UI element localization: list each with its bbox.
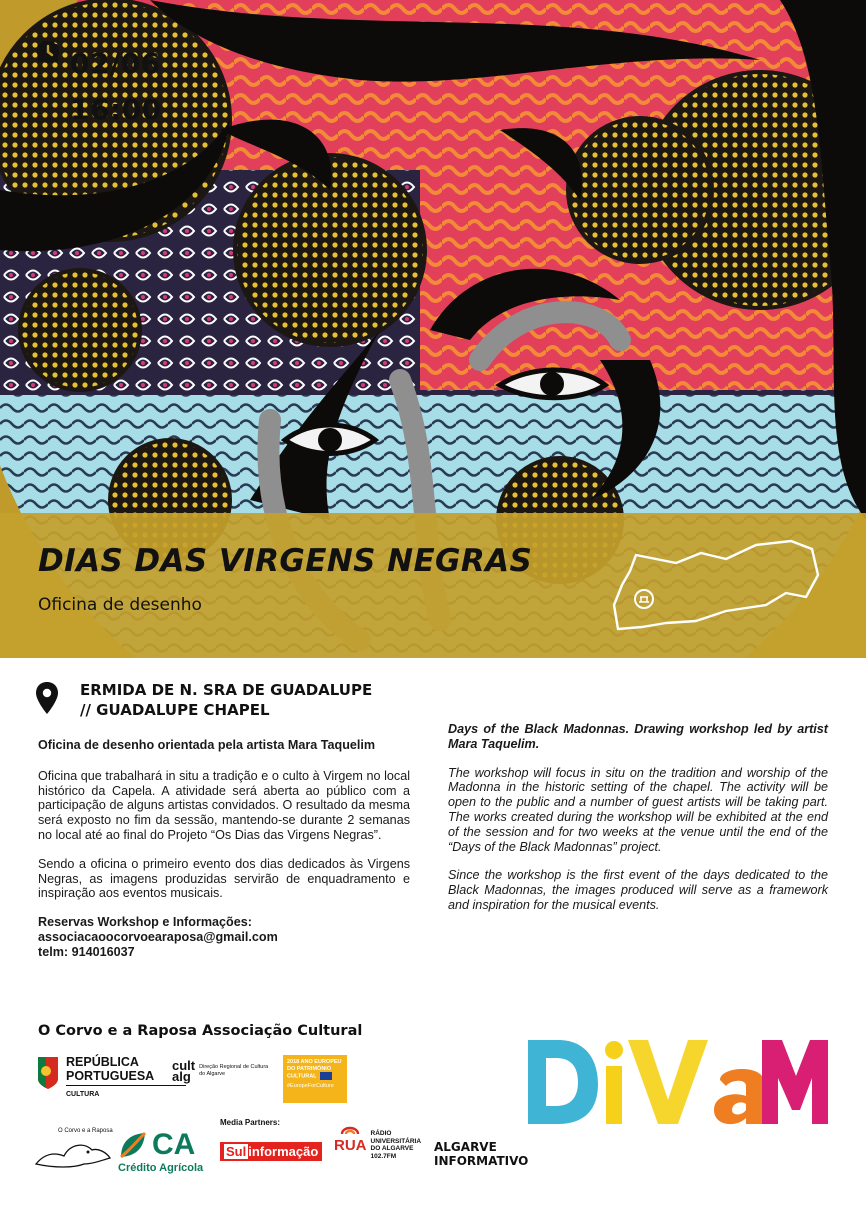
- portugal-flag-icon: [36, 1055, 60, 1091]
- corvo-raposa-logo: [34, 1128, 113, 1175]
- algarve-informativo-logo: [434, 1140, 528, 1168]
- cultalg-mark-2: alg: [172, 1069, 191, 1084]
- clock-icon: [36, 96, 62, 122]
- ca-mark: CA: [152, 1128, 196, 1161]
- eu-year-text: 2018 ANO EUROPEU DO PATRIMÓNIO CULTURAL: [287, 1059, 342, 1080]
- divam-logo: [524, 1030, 834, 1130]
- pt-lead: Oficina de desenho orientada pela artista Mara Taquelim: [38, 738, 376, 752]
- media-partners-label: Media Partners:: [220, 1118, 281, 1127]
- eu-heritage-year-logo: [283, 1055, 347, 1103]
- reservations: [38, 915, 410, 959]
- ca-leaf-icon: [118, 1130, 148, 1160]
- en-lead: Days of the Black Madonnas. Drawing workshop led by artist Mara Taquelim.: [448, 722, 828, 751]
- en-paragraph-1: The workshop will focus in situ on the tradition and worship of the Madonna in the historic setting of the chapel. The activity will be open to the public and a number of guest artists will be taking part. The works created during the workshop will be exhibited at the end of the session and for two weeks at the venue until the end of the “Days of the Black Madonnas” project.: [448, 765, 828, 854]
- eu-hashtag: #EuropeForCulture: [287, 1083, 334, 1089]
- description-portuguese: [38, 738, 410, 960]
- reservations-label: Reservas Workshop e Informações:: [38, 915, 252, 930]
- contact-phone: telm: 914016037: [38, 944, 135, 959]
- location-pin-icon: [36, 682, 58, 714]
- cultalg-mark-1: cult: [172, 1058, 196, 1073]
- republica-line-1: REPÚBLICA: [66, 1055, 139, 1069]
- description-english: [448, 722, 828, 927]
- location-line-2: // GUADALUPE CHAPEL: [80, 701, 270, 719]
- algarve-line-1: ALGARVE: [434, 1140, 497, 1154]
- sul-part-2: informação: [248, 1144, 319, 1159]
- organizer-name: O Corvo e a Raposa Associação Cultural: [38, 1023, 363, 1039]
- location-block: [36, 680, 372, 720]
- eu-flag-icon: [320, 1072, 332, 1080]
- sulinformacao-logo: [220, 1142, 322, 1161]
- republica-portuguesa-logo: [36, 1055, 186, 1102]
- rua-freq: 102.7FM: [370, 1152, 397, 1160]
- location-line-1: ERMIDA DE N. SRA DE GUADALUPE: [80, 681, 373, 699]
- radio-waves-icon: [340, 1120, 360, 1138]
- algarve-map-icon: [606, 535, 826, 635]
- radio-rua-logo: [334, 1130, 421, 1160]
- cultalg-desc: Direção Regional de Cultura do Algarve: [199, 1064, 269, 1077]
- location-name: [80, 680, 372, 720]
- pt-paragraph-1: Oficina que trabalhará in situ a tradição e o culto à Virgem no local histórico da Capela. A atividade será aberta ao público com a participação de alguns artistas convidados. O resultado da mesma será exposto no fim da sessão, mantendo-se durante 2 semanas no local até ao final do Projeto “Os Dias das Virgens Negras”.: [38, 768, 410, 842]
- ca-name: Crédito Agrícola: [118, 1162, 204, 1174]
- contact-email[interactable]: associacaoocorvoearaposa@gmail.com: [38, 929, 278, 944]
- event-title: DIAS DAS VIRGENS NEGRAS: [38, 543, 533, 579]
- rua-word: RUA: [334, 1136, 367, 1154]
- rua-line-2: UNIVERSITÁRIA: [370, 1137, 422, 1145]
- algarve-line-2: INFORMATIVO: [434, 1154, 529, 1168]
- sul-part-1: Sul: [226, 1144, 247, 1159]
- cultalg-logo: [172, 1060, 269, 1082]
- rua-line-3: DO ALGARVE: [370, 1145, 414, 1152]
- event-subtitle: Oficina de desenho: [38, 595, 202, 615]
- event-date: 02/06: [70, 46, 161, 80]
- title-band: [0, 513, 866, 658]
- pt-paragraph-2: Sendo a oficina o primeiro evento dos dias dedicados às Virgens Negras, as imagens produzidas servirão de enquadramento e inspiração aos eventos musicais.: [38, 856, 410, 901]
- event-datetime: [36, 40, 162, 132]
- rua-line-1: RÁDIO: [370, 1130, 392, 1137]
- crow-fox-drawing-icon: [34, 1134, 112, 1170]
- divam-word: DiVaM: [524, 1030, 527, 1031]
- event-time: 16:00: [70, 92, 162, 126]
- republica-sub: CULTURA: [66, 1091, 100, 1098]
- republica-line-2: PORTUGUESA: [66, 1069, 155, 1083]
- corvo-logo-label: O Corvo e a Raposa: [58, 1128, 113, 1134]
- credito-agricola-logo: [118, 1130, 203, 1174]
- time-row: [36, 86, 162, 132]
- en-paragraph-2: Since the workshop is the first event of the days dedicated to the Black Madonnas, the images produced will serve as a framework and inspiration for the musical events.: [448, 868, 828, 912]
